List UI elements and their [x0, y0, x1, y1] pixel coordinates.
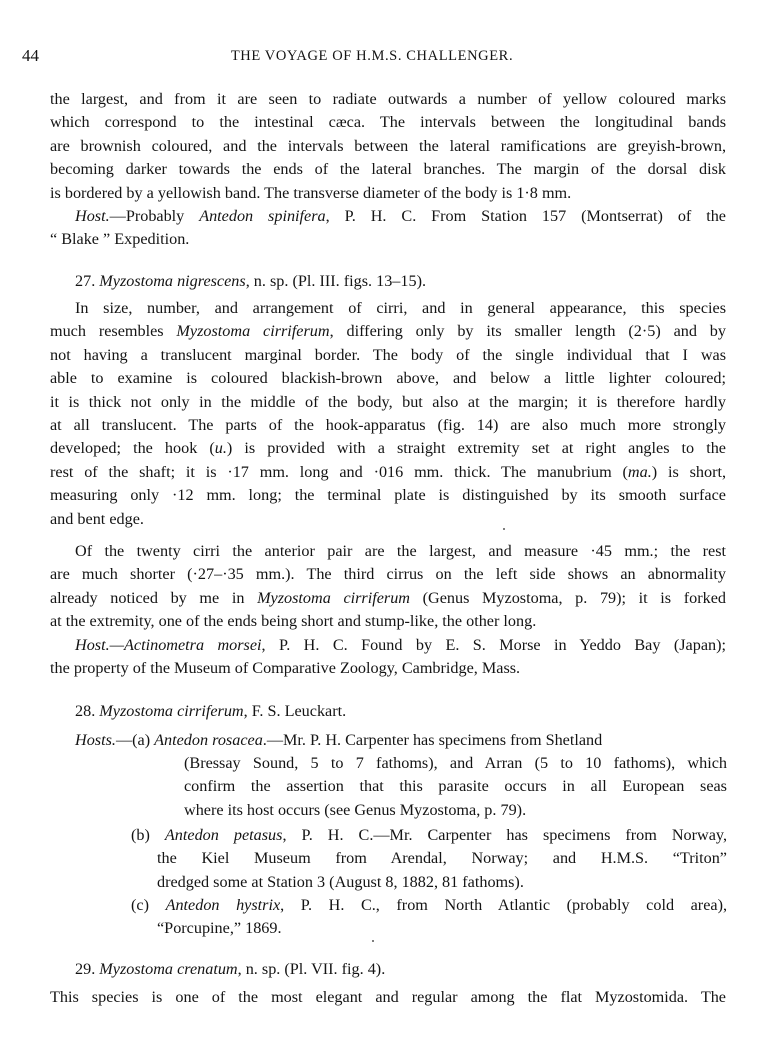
section-heading-rest: , n. sp. (Pl. III. figs. 13–15).: [245, 272, 427, 290]
text-line: is bordered by a yellowish band. The transverse diameter of the body is 1·8 mm.: [50, 183, 572, 202]
section-number: 29.: [75, 960, 96, 978]
text-line: and bent edge.: [50, 509, 144, 528]
text-line: [50, 437, 726, 460]
text-line: the property of the Museum of Comparative Zoology, Cambridge, Mass.: [50, 659, 521, 678]
text-segment: ) is provided with a straight extremity set at right angles to the: [226, 439, 726, 458]
section-28-heading: [75, 700, 346, 723]
running-title: THE VOYAGE OF H.M.S. CHALLENGER.: [230, 48, 514, 64]
page-number: 44: [22, 46, 39, 65]
host-label: Host.: [75, 207, 110, 226]
section-27-heading: [75, 270, 426, 293]
text-line: [50, 587, 726, 610]
host-item-b-lead: [131, 824, 727, 847]
text-segment: ) is short,: [651, 462, 727, 481]
text-line: dredged some at Station 3 (August 8, 1882, 81 fathoms).: [157, 872, 524, 891]
host-line: [50, 634, 726, 657]
text-line: “Porcupine,” 1869.: [157, 919, 282, 938]
text-line: which correspond to the intestinal cæca. The intervals between the longitudinal bands: [50, 113, 726, 132]
text-line: “ Blake ” Expedition.: [50, 230, 190, 249]
text-line: are much shorter (·27–·35 mm.). The third cirrus on the left side shows an abnormality: [50, 565, 726, 584]
host-text: , P. H. C., from North Atlantic (probably cold area),: [280, 896, 728, 914]
hosts-label: Hosts.: [75, 731, 116, 749]
host-text: .—Mr. P. H. Carpenter has specimens from Shetland: [262, 731, 603, 749]
text-line: becoming darker towards the ends of the lateral branches. The margin of the dorsal disk: [50, 160, 726, 179]
text-line: confirm the assertion that this parasite occurs in all European seas: [184, 777, 727, 796]
host-species: Antedon spinifera: [199, 207, 326, 226]
text-segment: rest of the shaft; it is ·17 mm. long and ·016 mm. thick. The manubrium (: [50, 462, 628, 481]
text-line: able to examine is coloured blackish-brown above, and below a little lighter coloured;: [50, 369, 726, 388]
text-line: the largest, and from it are seen to radiate outwards a number of yellow coloured marks: [50, 90, 726, 108]
species-name: Myzostoma cirriferum: [257, 588, 410, 607]
section-number: 28.: [75, 702, 96, 720]
host-species: Antedon rosacea: [154, 731, 263, 749]
host-line: [50, 205, 726, 228]
section-heading-rest: , F. S. Leuckart.: [243, 702, 347, 720]
text-segment: much resembles: [50, 322, 177, 341]
text-segment: (Genus Myzostoma, p. 79); it is forked: [410, 588, 726, 607]
intro-paragraph: [50, 88, 726, 252]
host-dash: —Probably: [109, 207, 200, 226]
text-line: (Bressay Sound, 5 to 7 fathoms), and Arran (5 to 10 fathoms), which: [184, 754, 727, 772]
text-segment: developed; the hook (: [50, 439, 215, 458]
text-line: This species is one of the most elegant and regular among the flat Myzostomida. The: [50, 988, 726, 1006]
ink-speck: [503, 528, 505, 530]
text-line: [50, 461, 726, 484]
host-text: , P. H. C.—Mr. Carpenter has specimens from Norway,: [282, 826, 728, 844]
section-species: Myzostoma nigrescens: [99, 272, 246, 290]
host-text: , P. H. C. From Station 157 (Montserrat) of the: [325, 207, 726, 226]
text-line: at the extremity, one of the ends being short and stump-like, the other long.: [50, 612, 537, 631]
host-letter: (b): [131, 826, 165, 844]
figure-label: ma.: [627, 462, 652, 481]
host-dash: —: [109, 635, 125, 654]
text-line: In size, number, and arrangement of cirri, and in general appearance, this species: [75, 299, 726, 317]
species-name: Myzostoma cirriferum: [176, 322, 330, 341]
section-species: Myzostoma crenatum: [99, 960, 238, 978]
section-28-hosts: [75, 729, 727, 939]
host-item-c-lead: [131, 894, 727, 917]
text-line: at all translucent. The parts of the hook-apparatus (fig. 14) are also much more strongly: [50, 416, 726, 435]
host-label: Host.: [75, 635, 110, 654]
host-letter: (c): [131, 896, 166, 914]
section-species: Myzostoma cirriferum: [99, 702, 244, 720]
section-29-heading: [75, 958, 385, 981]
text-segment: already noticed by me in: [50, 588, 258, 607]
section-29-paragraph: [50, 986, 726, 1009]
section-27-paragraph-2: [50, 540, 726, 680]
text-line: Of the twenty cirri the anterior pair are the largest, and measure ·45 mm.; the rest: [75, 542, 726, 560]
text-line: where its host occurs (see Genus Myzostoma, p. 79).: [184, 800, 527, 819]
host-item-a-body: [184, 752, 727, 822]
text-line: are brownish coloured, and the intervals between the lateral ramifications are greyish-brown,: [50, 136, 726, 155]
host-item-a-lead: [75, 729, 602, 752]
text-line: [50, 320, 726, 343]
host-species: Antedon hystrix: [165, 896, 281, 914]
host-item-b: [131, 824, 727, 894]
section-number: 27.: [75, 272, 96, 290]
running-header: [22, 44, 722, 68]
host-species: Actinometra morsei: [124, 635, 262, 654]
host-letter: —(a): [115, 731, 155, 749]
figure-label: u.: [214, 439, 227, 458]
host-item-c: [131, 894, 727, 941]
section-heading-rest: , n. sp. (Pl. VII. fig. 4).: [237, 960, 386, 978]
text-line: it is thick not only in the middle of the body, but also at the margin; it is therefore hardly: [50, 392, 726, 411]
text-line: measuring only ·12 mm. long; the terminal plate is distinguished by its smooth surface: [50, 486, 726, 505]
text-line: the Kiel Museum from Arendal, Norway; and H.M.S. “Triton”: [157, 849, 727, 868]
host-text: , P. H. C. Found by E. S. Morse in Yeddo Bay (Japan);: [261, 635, 726, 654]
ink-speck: [372, 940, 374, 942]
section-27-paragraph-1: [50, 297, 726, 531]
text-line: not having a translucent marginal border. The body of the single individual that I was: [50, 345, 726, 364]
host-species: Antedon petasus: [164, 826, 283, 844]
text-segment: , differing only by its smaller length (2·5) and by: [329, 322, 726, 341]
